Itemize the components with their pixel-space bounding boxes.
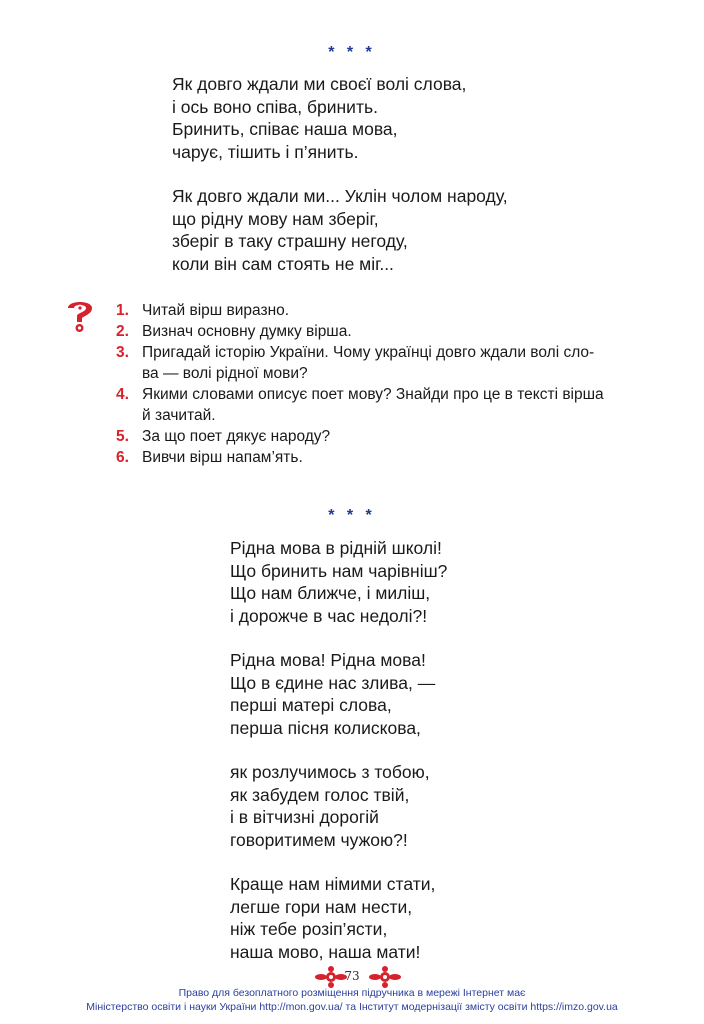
poem-line: Що в єдине нас злива, — [230, 672, 436, 693]
poem-line: Що нам ближче, і миліш, [230, 583, 431, 603]
poem-line: як розлучимось з тобою, [230, 762, 430, 782]
task-text-continued: ва — волі рідної мови? [142, 365, 308, 382]
task-item [116, 426, 646, 447]
poem-line: Як довго ждали ми своєї волі слова, [172, 74, 467, 94]
floral-ornament-icon [368, 966, 402, 988]
task-text: Пригадай історію України. Чому українці довго ждали волі сло- [142, 344, 595, 361]
poem1-stars: * * * [328, 44, 376, 61]
poem1-stanza-1 [172, 73, 508, 163]
task-number: 6. [116, 449, 129, 466]
task-text-continued: й зачитай. [142, 407, 216, 424]
task-item [116, 384, 646, 426]
task-item [116, 342, 646, 384]
task-text: Читай вірш виразно. [142, 302, 290, 319]
task-item [116, 300, 646, 321]
poem-line: Рідна мова в рідній школі! [230, 538, 442, 558]
poem-line: коли він сам стоять не міг... [172, 253, 394, 274]
poem-line: що рідну мову нам зберіг, [172, 208, 379, 229]
poem2-stanza-2 [230, 649, 447, 739]
task-number: 5. [116, 428, 129, 445]
task-number: 2. [116, 323, 129, 340]
poem-line: Що бринить нам чарівніш? [230, 560, 448, 581]
poem2-stanza-4 [230, 873, 447, 963]
task-text: Визнач основну думку вірша. [142, 323, 352, 340]
task-number: 1. [116, 302, 129, 319]
task-number: 3. [116, 344, 129, 361]
page-number: 73 [344, 969, 360, 983]
poem-line: Краще нам німими стати, [230, 874, 436, 894]
credits [0, 986, 704, 1014]
poem-line: і в вітчизні дорогій [230, 807, 379, 827]
poem1 [172, 73, 508, 275]
poem-line: Бринить, співає наша мова, [172, 119, 398, 139]
poem2 [230, 537, 447, 963]
credit-line: Міністерство освіти і науки України http://mon.gov.ua/ та Інститут модернізації змісту освіти https://imzo.gov.ua [86, 1001, 618, 1013]
task-text: Вивчи вірш напам’ять. [142, 449, 303, 466]
poem-line: зберіг в таку страшну негоду, [172, 231, 408, 251]
poem-line: перші матері слова, [230, 695, 392, 715]
poem-line: наша мово, наша мати! [230, 941, 421, 962]
poem-line: легше гори нам нести, [230, 896, 413, 917]
task-number: 4. [116, 386, 129, 403]
poem2-stanza-3 [230, 761, 447, 851]
poem-line: і ось воно співа, бринить. [172, 96, 378, 117]
task-text: За що поет дякує народу? [142, 428, 331, 445]
poem-line: чарує, тішить і п’янить. [172, 141, 359, 162]
poem-line: говоритимем чужою?! [230, 829, 408, 850]
poem-line: Рідна мова! Рідна мова! [230, 650, 426, 670]
poem2-stars: * * * [328, 507, 376, 524]
poem-line: перша пісня колискова, [230, 717, 421, 738]
poem-line: і дорожче в час недолі?! [230, 605, 428, 626]
credit-line: Право для безоплатного розміщення підручника в мережі Інтернет має [178, 987, 526, 999]
task-item [116, 321, 646, 342]
task-text: Якими словами описує поет мову? Знайди про це в тексті вірша [142, 386, 604, 403]
poem-line: ніж тебе розіп’ясти, [230, 919, 388, 939]
poem-line: як забудем голос твій, [230, 784, 410, 805]
task-list [116, 300, 646, 468]
poem-line: Як довго ждали ми... Уклін чолом народу, [172, 186, 508, 206]
poem2-stanza-1 [230, 537, 447, 627]
question-flower-icon [62, 298, 98, 334]
task-item [116, 447, 646, 468]
poem1-stanza-2 [172, 185, 508, 275]
